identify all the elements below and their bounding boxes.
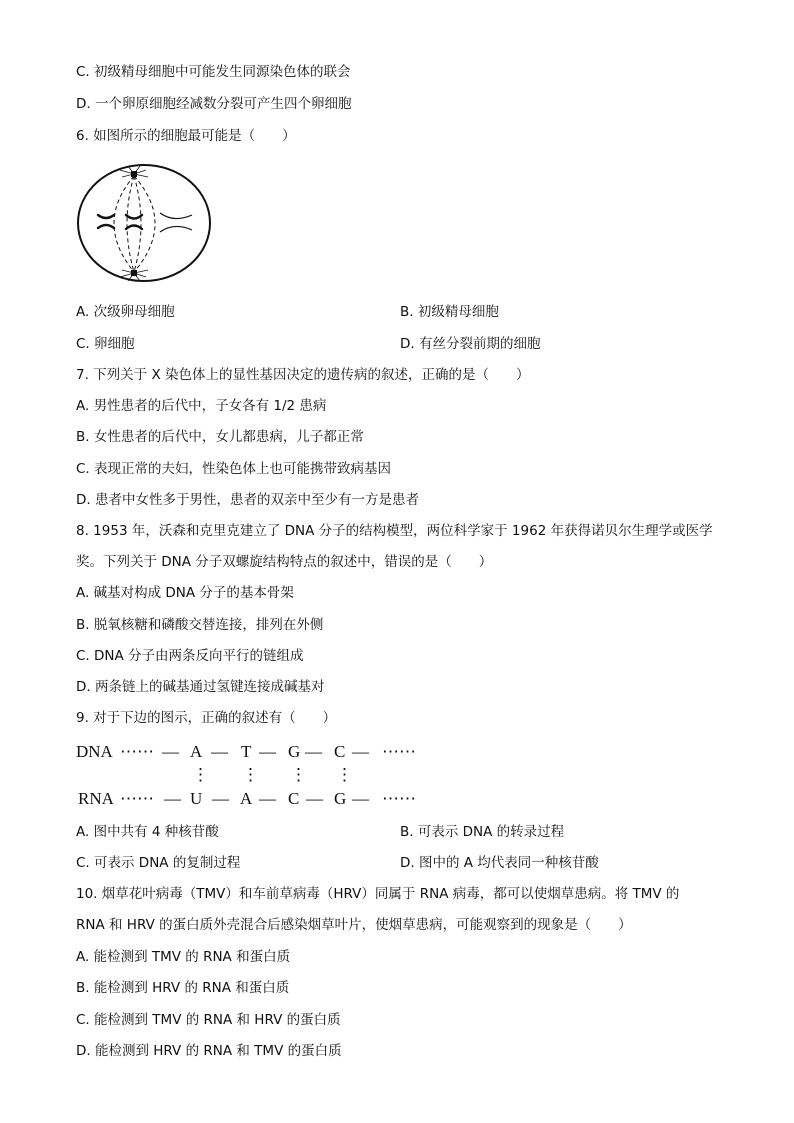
option-q7-a: A. 男性患者的后代中，子女各有 1/2 患病 xyxy=(76,398,327,414)
hydrogen-bond: ⋮ xyxy=(336,765,353,784)
option-q10-b: B. 能检测到 HRV 的 RNA 和蛋白质 xyxy=(76,980,290,996)
dna-base: G xyxy=(288,742,301,761)
option-q8-c: C. DNA 分子由两条反向平行的链组成 xyxy=(76,648,304,664)
dna-dots-left: ⋯⋯ xyxy=(120,742,154,761)
option-q6-d: D. 有丝分裂前期的细胞 xyxy=(400,336,541,352)
option-q5-c: C. 初级精母细胞中可能发生同源染色体的联会 xyxy=(76,64,351,80)
option-q6-a: A. 次级卵母细胞 xyxy=(76,304,175,320)
question-8-line-2: 奖。下列关于 DNA 分子双螺旋结构特点的叙述中，错误的是（ ） xyxy=(76,554,493,570)
cell-division-figure xyxy=(76,162,212,284)
option-q10-a: A. 能检测到 TMV 的 RNA 和蛋白质 xyxy=(76,949,291,965)
rna-base: U xyxy=(190,789,203,808)
option-q10-c: C. 能检测到 TMV 的 RNA 和 HRV 的蛋白质 xyxy=(76,1012,341,1028)
rna-label: RNA xyxy=(78,789,114,808)
option-q8-a: A. 碱基对构成 DNA 分子的基本骨架 xyxy=(76,585,294,601)
dna-base: C xyxy=(334,742,346,761)
dna-base: T xyxy=(241,742,252,761)
option-q9-b: B. 可表示 DNA 的转录过程 xyxy=(400,824,565,840)
option-q8-d: D. 两条链上的碱基通过氢键连接成碱基对 xyxy=(76,679,325,695)
question-10-line-2: RNA 和 HRV 的蛋白质外壳混合后感染烟草叶片，使烟草患病，可能观察到的现象是（ ） xyxy=(76,917,632,933)
option-q7-b: B. 女性患者的后代中，女儿都患病，儿子都正常 xyxy=(76,429,364,445)
rna-dots-left: ⋯⋯ xyxy=(120,789,154,808)
dna-dots-right: ⋯⋯ xyxy=(382,742,416,761)
rna-base: C xyxy=(288,789,300,808)
rna-base: A xyxy=(240,789,253,808)
option-q7-d: D. 患者中女性多于男性，患者的双亲中至少有一方是患者 xyxy=(76,492,419,508)
option-q9-d: D. 图中的 A 均代表同一种核苷酸 xyxy=(400,855,599,871)
question-8-line-1: 8. 1953 年，沃森和克里克建立了 DNA 分子的结构模型，两位科学家于 1962 年获得诺贝尔生理学或医学 xyxy=(76,523,713,539)
rna-base: G xyxy=(334,789,347,808)
rna-dots-right: ⋯⋯ xyxy=(382,789,416,808)
option-q10-d: D. 能检测到 HRV 的 RNA 和 TMV 的蛋白质 xyxy=(76,1043,342,1059)
hydrogen-bond: ⋮ xyxy=(242,765,259,784)
question-6: 6. 如图所示的细胞最可能是（ ） xyxy=(76,128,296,144)
option-q5-d: D. 一个卵原细胞经减数分裂可产生四个卵细胞 xyxy=(76,96,352,112)
question-9: 9. 对于下边的图示，正确的叙述有（ ） xyxy=(76,710,337,726)
question-10-line-1: 10. 烟草花叶病毒（TMV）和车前草病毒（HRV）同属于 RNA 病毒，都可以使烟草患病。将 TMV 的 xyxy=(76,886,680,902)
option-q6-c: C. 卵细胞 xyxy=(76,336,135,352)
hydrogen-bond: ⋮ xyxy=(192,765,209,784)
option-q8-b: B. 脱氧核糖和磷酸交替连接，排列在外侧 xyxy=(76,617,324,633)
option-q9-a: A. 图中共有 4 种核苷酸 xyxy=(76,824,219,840)
option-q7-c: C. 表现正常的夫妇，性染色体上也可能携带致病基因 xyxy=(76,461,392,477)
option-q6-b: B. 初级精母细胞 xyxy=(400,304,499,320)
dna-base: A xyxy=(190,742,203,761)
question-7: 7. 下列关于 X 染色体上的显性基因决定的遗传病的叙述，正确的是（ ） xyxy=(76,367,530,383)
dna-label: DNA xyxy=(76,742,113,761)
hydrogen-bond: ⋮ xyxy=(290,765,307,784)
option-q9-c: C. 可表示 DNA 的复制过程 xyxy=(76,855,241,871)
